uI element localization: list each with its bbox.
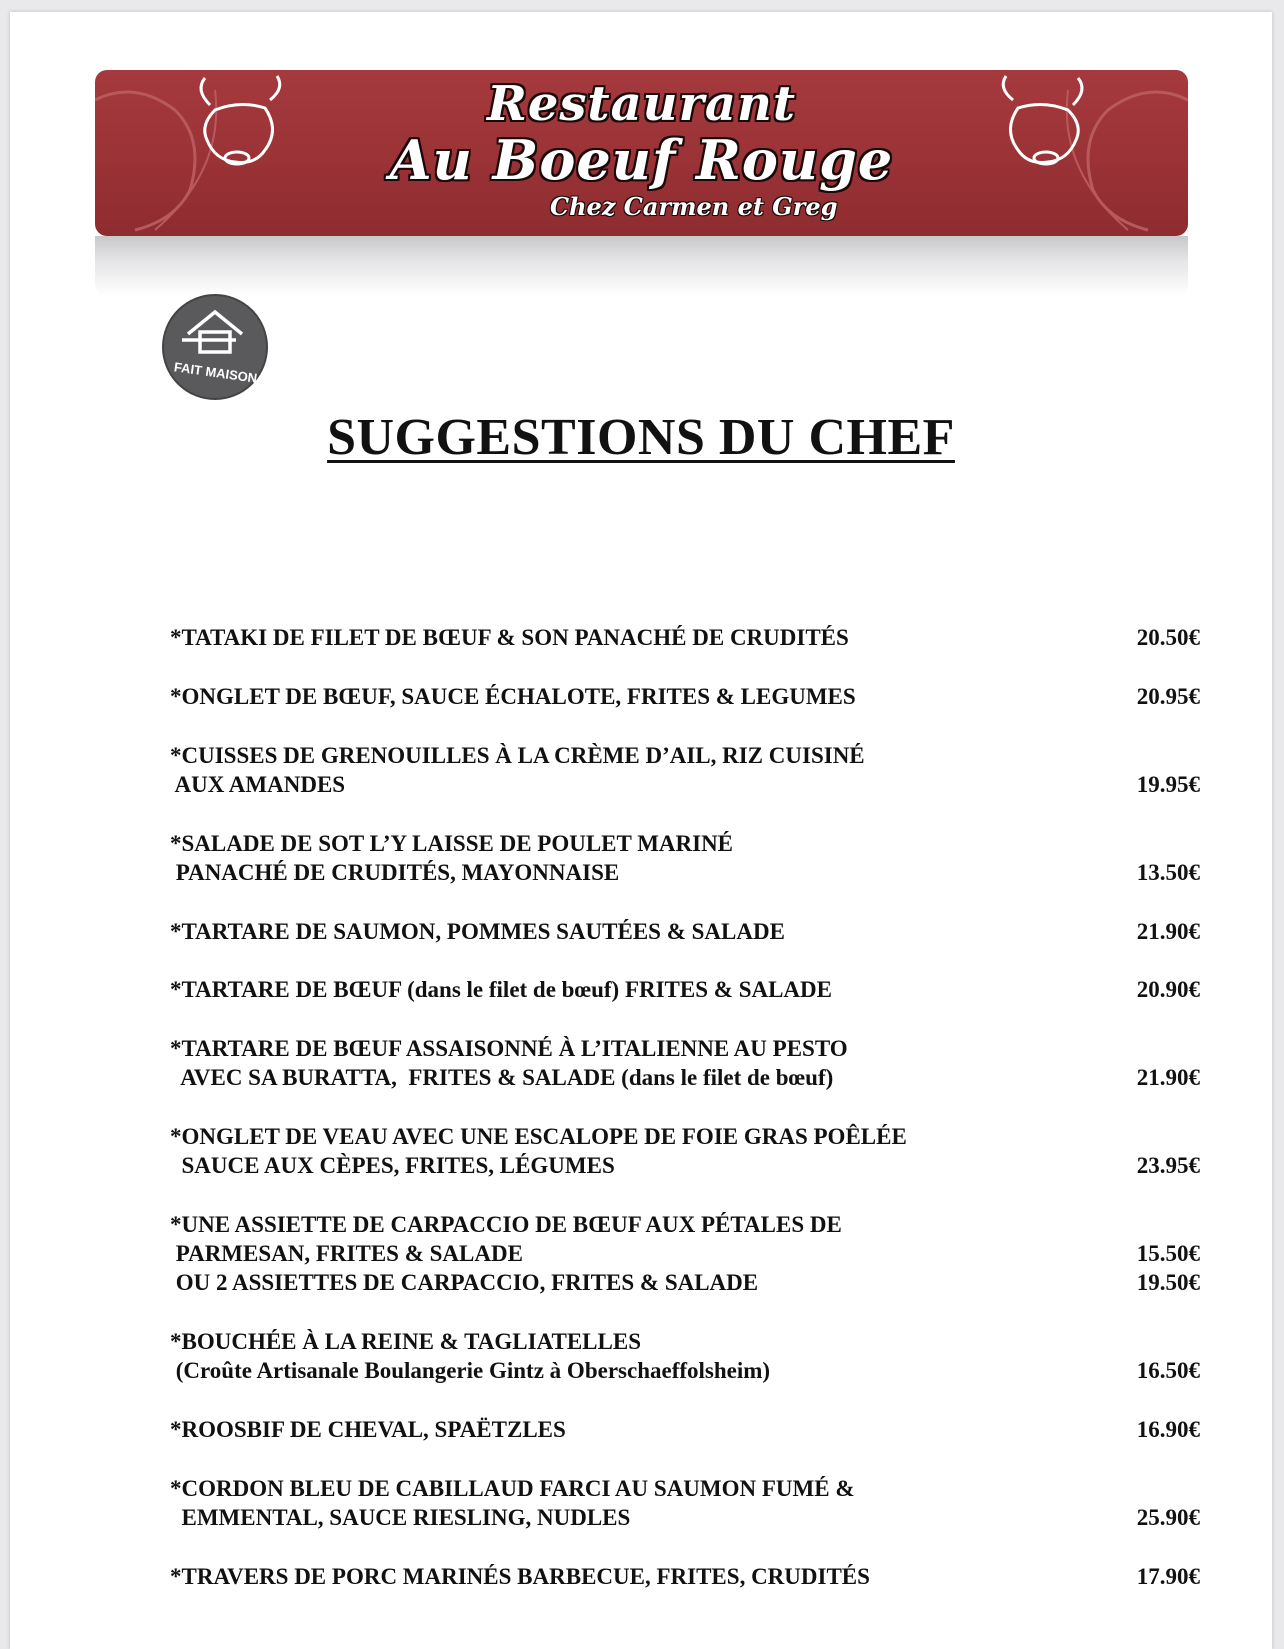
banner-reflection bbox=[95, 236, 1188, 296]
menu-item bbox=[170, 1210, 1200, 1297]
page-title bbox=[10, 408, 1272, 467]
menu-item-text: *ONGLET DE VEAU AVEC UNE ESCALOPE DE FOIE GRAS POÊLÉE bbox=[170, 1124, 907, 1149]
menu-item-text: *TRAVERS DE PORC MARINÉS BARBECUE, FRITES, CRUDITÉS bbox=[170, 1564, 870, 1589]
page-title-text: SUGGESTIONS DU CHEF bbox=[327, 409, 955, 466]
menu-item-price: 16.50€ bbox=[1136, 1358, 1200, 1383]
menu-item-price: 15.50€ bbox=[1136, 1241, 1200, 1266]
menu-item-text: AVEC SA BURATTA, FRITES & SALADE (dans le filet de bœuf) bbox=[170, 1065, 834, 1090]
banner-title-line2: Au Boeuf Rouge bbox=[389, 128, 894, 192]
menu-item bbox=[170, 1122, 1200, 1180]
menu-item-text: *CUISSES DE GRENOUILLES À LA CRÈME D’AIL, RIZ CUISINÉ bbox=[170, 743, 865, 768]
menu-item-price: 21.90€ bbox=[1136, 1065, 1200, 1090]
menu-item bbox=[170, 1327, 1200, 1385]
menu-page bbox=[10, 12, 1272, 1649]
menu-item bbox=[170, 1562, 1200, 1591]
menu-item-price: 17.90€ bbox=[1136, 1564, 1200, 1589]
menu-item bbox=[170, 1415, 1200, 1444]
menu-item-text: *SALADE DE SOT L’Y LAISSE DE POULET MARINÉ bbox=[170, 831, 734, 856]
menu-item-text: (Croûte Artisanale Boulangerie Gintz à Oberschaeffolsheim) bbox=[170, 1358, 771, 1383]
menu-item bbox=[170, 682, 1200, 711]
menu-item-text: *BOUCHÉE À LA REINE & TAGLIATELLES bbox=[170, 1329, 641, 1354]
menu-item-price: 25.90€ bbox=[1136, 1505, 1200, 1530]
restaurant-banner bbox=[95, 70, 1188, 236]
menu-item-text: *ONGLET DE BŒUF, SAUCE ÉCHALOTE, FRITES & LEGUMES bbox=[170, 684, 856, 709]
menu-item-text: *TARTARE DE BŒUF (dans le filet de bœuf) FRITES & SALADE bbox=[170, 977, 832, 1002]
menu-item-text: *ROOSBIF DE CHEVAL, SPAËTZLES bbox=[170, 1417, 566, 1442]
menu-item bbox=[170, 829, 1200, 887]
menu-item-price: 20.95€ bbox=[1136, 684, 1200, 709]
badge-label: FAIT MAISON bbox=[173, 359, 259, 386]
menu-item-text: *TARTARE DE BŒUF ASSAISONNÉ À L’ITALIENNE AU PESTO bbox=[170, 1036, 848, 1061]
menu-item-price: 13.50€ bbox=[1136, 860, 1200, 885]
menu-item-text: *CORDON BLEU DE CABILLAUD FARCI AU SAUMON FUMÉ & bbox=[170, 1476, 855, 1501]
menu-item-text: OU 2 ASSIETTES DE CARPACCIO, FRITES & SALADE bbox=[170, 1270, 759, 1295]
menu-item-price: 19.95€ bbox=[1136, 772, 1200, 797]
menu-item-text: PARMESAN, FRITES & SALADE bbox=[170, 1241, 523, 1266]
menu-item bbox=[170, 975, 1200, 1004]
menu-item-text: PANACHÉ DE CRUDITÉS, MAYONNAISE bbox=[170, 860, 620, 885]
menu-item-text: *UNE ASSIETTE DE CARPACCIO DE BŒUF AUX PÉTALES DE bbox=[170, 1212, 842, 1237]
banner-title-line1: Restaurant bbox=[486, 76, 797, 132]
menu-item-text: *TATAKI DE FILET DE BŒUF & SON PANACHÉ DE CRUDITÉS bbox=[170, 625, 849, 650]
menu-item-price: 23.95€ bbox=[1136, 1153, 1200, 1178]
menu-item-price: 19.50€ bbox=[1136, 1270, 1200, 1295]
menu-item bbox=[170, 917, 1200, 946]
fait-maison-badge bbox=[160, 292, 270, 402]
menu-item-price: 21.90€ bbox=[1136, 919, 1200, 944]
menu-item-price: 16.90€ bbox=[1136, 1417, 1200, 1442]
menu-item-text: AUX AMANDES bbox=[170, 772, 346, 797]
menu-item-price: 20.50€ bbox=[1136, 625, 1200, 650]
menu-item bbox=[170, 741, 1200, 799]
banner-subtitle: Chez Carmen et Greg bbox=[550, 192, 838, 221]
menu-item bbox=[170, 1034, 1200, 1092]
menu-item-text: SAUCE AUX CÈPES, FRITES, LÉGUMES bbox=[170, 1153, 615, 1178]
menu-item-text: EMMENTAL, SAUCE RIESLING, NUDLES bbox=[170, 1505, 631, 1530]
menu-item bbox=[170, 1474, 1200, 1532]
restaurant-name bbox=[95, 76, 1188, 192]
menu-item bbox=[170, 623, 1200, 652]
menu-item-text: *TARTARE DE SAUMON, POMMES SAUTÉES & SALADE bbox=[170, 919, 785, 944]
menu-item-price: 20.90€ bbox=[1136, 977, 1200, 1002]
